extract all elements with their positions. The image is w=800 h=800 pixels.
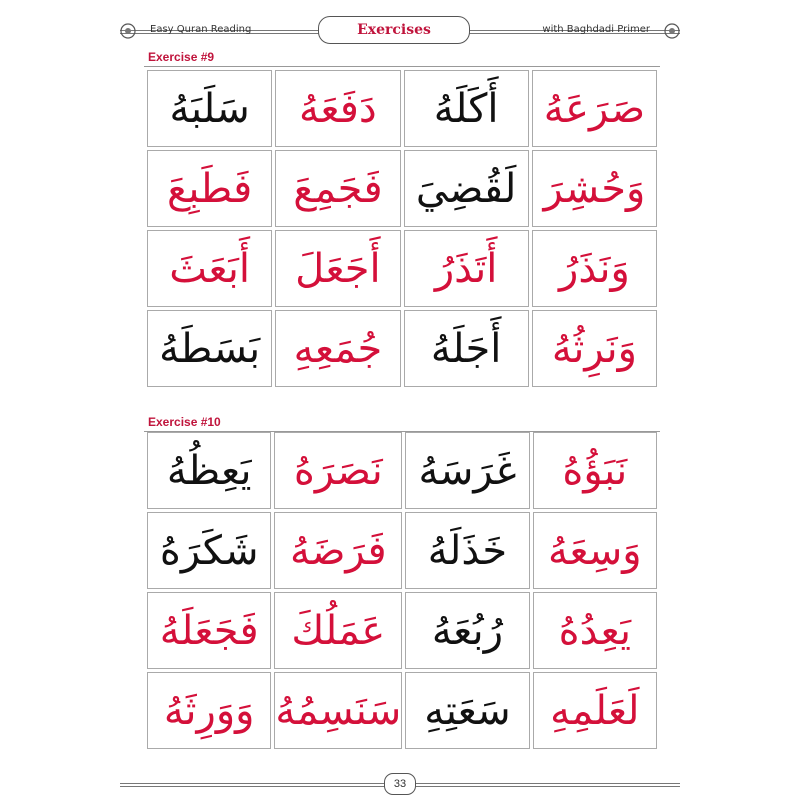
word-cell: يَعِدُهُ [533,592,657,669]
word-cell: أَجَعَلَ [275,230,400,307]
word-cell: أَكَلَهُ [404,70,529,147]
word-cell: لَعَلَمِهِ [533,672,657,749]
ornament-icon [658,18,686,44]
page-header [120,18,680,44]
word-cell: وَنَرِثُهُ [532,310,657,387]
word-cell: بَسَطَهُ [147,310,272,387]
word-cell: فَرَضَهُ [274,512,402,589]
word-cell: فَجَمِعَ [275,150,400,227]
page-footer [120,774,680,794]
word-cell: وَنَذَرُ [532,230,657,307]
word-cell: غَرَسَهُ [405,432,529,509]
word-cell: سَنَسِمُهُ [274,672,402,749]
page-title: Exercises [318,16,470,44]
exercise-10-grid [147,432,657,749]
word-cell: دَفَعَهُ [275,70,400,147]
word-cell: رُبُعَهُ [405,592,529,669]
header-book-title: Easy Quran Reading [150,24,252,35]
word-cell: صَرَعَهُ [532,70,657,147]
exercise-10-label: Exercise #10 [148,415,221,429]
ornament-icon [114,18,142,44]
word-cell: يَعِظُهُ [147,432,271,509]
page-number: 33 [384,773,416,795]
word-cell: وَوَرِثَهُ [147,672,271,749]
word-cell: أَبَعَثَ [147,230,272,307]
word-cell: خَذَلَهُ [405,512,529,589]
word-cell: جُمَعِهِ [275,310,400,387]
header-subtitle: with Baghdadi Primer [542,24,650,35]
word-cell: وَسِعَهُ [533,512,657,589]
word-cell: شَكَرَهُ [147,512,271,589]
word-cell: سَعَتِهِ [405,672,529,749]
word-cell: لَقُضِيَ [404,150,529,227]
word-cell: أَجَلَهُ [404,310,529,387]
word-cell: وَحُشِرَ [532,150,657,227]
exercise-9-rule [144,66,660,67]
word-cell: فَجَعَلَهُ [147,592,271,669]
word-cell: نَبَؤُهُ [533,432,657,509]
exercise-9-grid [147,70,657,387]
word-cell: نَصَرَهُ [274,432,402,509]
word-cell: سَلَبَهُ [147,70,272,147]
exercise-9-label: Exercise #9 [148,50,215,64]
word-cell: فَطَبِعَ [147,150,272,227]
word-cell: أَتَذَرُ [404,230,529,307]
word-cell: عَمَلُكَ [274,592,402,669]
